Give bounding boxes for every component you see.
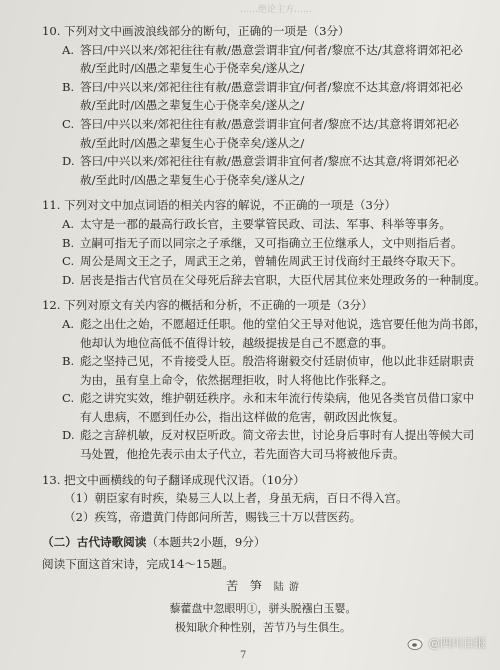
option-c: [42, 115, 484, 152]
option-letter: D.: [62, 154, 75, 169]
section-note: （本题共2小题，9分）: [146, 535, 266, 550]
option-a: [42, 215, 484, 234]
option-b: [42, 78, 484, 115]
option-line: 为由，虽有皇上命令，依然据理拒收，时人将他比作张释之。: [80, 372, 394, 387]
option-letter: A.: [62, 216, 75, 231]
page-number: 7: [240, 650, 247, 661]
question-number: 11.: [42, 198, 61, 213]
option-line: 有人患病，不愿到任办公，指出这样做的危害，朝政因此恢复。: [80, 409, 405, 424]
question-number: 10.: [42, 24, 61, 38]
option-line: 答曰/中兴以来/郊祀往往有赦/愚意尝谓非宜何者/黎庶不达/其意将谓郊祀必: [80, 116, 459, 131]
option-letter: C.: [62, 391, 75, 406]
poem-line-2: 极知耿介种性别，苦节乃与生俱生。: [175, 620, 351, 634]
question-12: [42, 296, 484, 463]
option-letter: C.: [62, 116, 75, 131]
bleed-through-text: ……绝论主方……: [240, 5, 313, 15]
option-line: 答曰/中兴以来/郊祀往往有赦/愚意尝谓非宜/何者/黎庶不达其意/将谓郊祀必: [80, 79, 463, 94]
option-letter: B.: [62, 354, 75, 369]
question-stem: [42, 196, 484, 215]
option-b: [42, 234, 484, 253]
option-d: [42, 426, 484, 463]
option-letter: B.: [62, 79, 75, 94]
option-d: [42, 152, 484, 189]
option-line: 居丧是指古代官员在父母死后辞去官职，大臣代居其位来处理政务的一种制度。: [80, 272, 486, 287]
option-line: 周公是周文王之子，周武王之弟，曾辅佐周武王讨伐商纣王最终夺取天下。: [80, 254, 463, 269]
question-number: 12.: [42, 298, 61, 313]
poem-line-1: 藜藿盘中忽眼明①，骈头脱襁白玉婴。: [169, 602, 357, 616]
option-line: 答曰/中兴以来/郊祀往往有赦/愚意尝谓非宜/何者/黎庶不达/其意将谓郊祀必: [80, 42, 463, 57]
option-letter: A.: [62, 316, 75, 331]
option-b: [42, 352, 484, 389]
option-line: 他却认为地位高低不值得计较，越级提拔是自己不愿意的事。: [80, 335, 394, 350]
option-line: 赦/至此时/凶愚之辈复生心于侥幸矣/遂从之/: [80, 135, 305, 150]
option-line: 彪之讲究实效，维护朝廷秩序。永和末年流行传染病，他见各类官员借口家中: [80, 391, 475, 406]
option-line: 立嗣可指无子而以同宗之子承继，又可指确立王位继承人，文中则指后者。: [80, 235, 463, 250]
option-c: [42, 389, 484, 426]
option-letter: D.: [62, 428, 75, 443]
option-d: [42, 271, 484, 290]
option-line: 答曰/中兴以来/郊祀往往有赦/愚意尝谓非宜何者/黎庶不达其意/将谓郊祀必: [80, 154, 459, 169]
question-stem: [42, 22, 484, 41]
section-heading: [42, 533, 484, 552]
question-text: 下列对原文有关内容的概括和分析，不正确的一项是（3分）: [64, 298, 373, 313]
translation-item-2: （2）疾笃，帝遣黄门侍郎问所苦，赐钱三十万以营医药。: [64, 509, 362, 524]
option-c: [42, 252, 484, 271]
question-11: [42, 196, 484, 289]
question-text: 把文中画横线的句子翻译成现代汉语。（10分）: [64, 472, 305, 487]
translation-item-1: （1）朝臣家有时疾，染易三人以上者，身虽无病，百日不得入宫。: [64, 491, 408, 506]
poem-title: 苦 笋: [226, 578, 266, 593]
question-text: 下列对文中加点词语的相关内容的解说，不正确的一项是（3分）: [64, 198, 397, 213]
option-letter: C.: [62, 254, 75, 269]
option-line: 赦/至此时/凶愚之辈复生心于侥幸矣/遂从之/: [80, 98, 305, 113]
option-letter: D.: [62, 272, 75, 287]
question-stem: [42, 471, 484, 490]
option-line: 赦/至此时/凶愚之辈复生心于侥幸矣/遂从之/: [80, 61, 305, 76]
question-10: [42, 22, 484, 189]
question-stem: [42, 296, 484, 315]
section-instruction: 阅读下面这首宋诗，完成14～15题。: [42, 557, 234, 572]
exam-content: [42, 22, 484, 637]
option-letter: A.: [62, 42, 75, 57]
question-number: 13.: [42, 472, 61, 487]
watermark-text: @四川日报: [428, 636, 486, 650]
option-line: 太守是一郡的最高行政长官，主要掌管民政、司法、军事、科举等事务。: [80, 216, 452, 231]
poem-author: 陆 游: [273, 581, 300, 593]
weibo-icon: [407, 636, 425, 650]
question-13: [42, 471, 484, 527]
question-text: 下列对文中画波浪线部分的断句，正确的一项是（3分）: [64, 24, 350, 38]
section-label: （二）古代诗歌阅读: [42, 535, 147, 550]
option-letter: B.: [62, 235, 75, 250]
option-line: 彪之言辞机敏，反对权臣听政。简文帝去世，讨论身后事时有人提出等候大司: [80, 428, 475, 443]
option-a: [42, 315, 484, 352]
option-line: 赦/至此时/凶愚之辈复生心于侥幸矣/遂从之/: [80, 172, 305, 187]
option-line: 彪之出仕之始，不愿超迁任职。他的堂伯父王导对他说，选官要任他为尚书郎，: [80, 316, 486, 331]
option-a: [42, 41, 484, 78]
source-watermark: [407, 635, 487, 651]
poem-title-line: [42, 577, 484, 598]
option-line: 彪之坚持己见，不肯接受人臣。殷浩将谢毅交付廷尉侦审，他以此非廷尉职责: [80, 354, 475, 369]
option-line: 马处置，他抢先表示由太子代立，若先面咨大司马将被他斥责。: [80, 447, 405, 462]
